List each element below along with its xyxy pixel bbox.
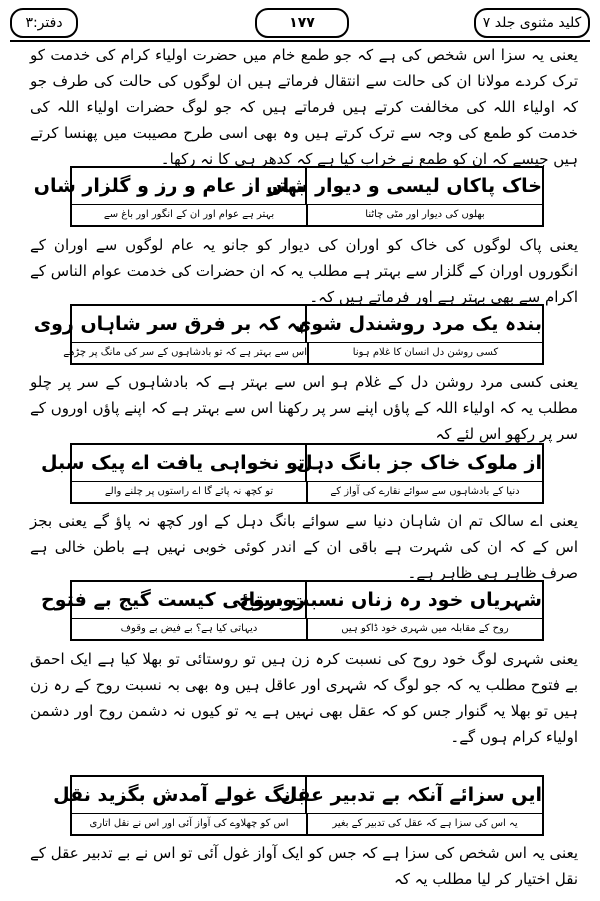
- page-header: [10, 4, 590, 38]
- verse-first-hemistich: بندہ یک مرد روشندل شوی: [305, 306, 542, 342]
- translation-second: بہتر ہے عوام اور ان کے انگور اور باغ سے: [103, 209, 275, 220]
- translation-second: اس سے بہتر ہے کہ تو بادشاہوں کے سر کی مانگ پر چڑھے: [63, 347, 307, 358]
- translation-first: روح کے مقابلہ میں شہری خود ڈاکو ہیں: [306, 619, 542, 639]
- verse-second-hemistich: تو نخواہی یافت اے پیک سبل: [41, 452, 305, 474]
- verse-second-hemistich: بانگ غولے آمدش بگزید نقل: [53, 784, 305, 806]
- paragraph-4: یعنی اے سالک تم ان شاہان دنیا سے سوائے بانگ دہل کے اور کچھ نہ پاؤ گے یعنی بجز اس کے کہ ان کی شہرت ہے باقی ان کے اندر کوئی خوبی نہیں ہے باطن خالی ہے صرف ظاہر ہی ظاہر ہے۔: [30, 512, 578, 582]
- paragraph-5: یعنی شہری لوگ خود روح کی نسبت کرہ زن ہیں تو روستائی تو بھلا کیا ہے ایک احمق بے فتوح مطلب یہ کہ جو لوگ کہ شہری اور عاقل ہیں وہ بھی بہ نسبت روح کے رہ زن ہیں تو بھلا یہ گنوار جس کو کہ عقل بھی نہیں ہے یہ تو کیوں نہ دشمن روح اور دشمن اولیاء کرام ہوں گے۔: [30, 650, 578, 746]
- verse-row: [41, 445, 542, 482]
- verse-second-hemistich: بہتر از عام و رز و گلزار شاں: [33, 175, 305, 197]
- translation-first: کسی روشن دل انسان کا غلام ہونا: [307, 343, 542, 363]
- translation-row: [63, 343, 542, 363]
- couplet-2: [33, 304, 544, 365]
- verse-first-hemistich: ایں سزائے آنکہ بے تدبیر عقل: [305, 777, 542, 813]
- translation-second: اس کو چھلاوے کی آواز آئی اور اس نے نقل اتاری: [89, 818, 289, 829]
- paragraph-6: یعنی یہ اس شخص کی سزا ہے کہ جس کو ایک آواز غول آئی تو اس نے بے تدبیر عقل کے نقل اختیار کر لیا مطلب یہ کہ: [30, 844, 578, 888]
- translation-row: [72, 619, 542, 639]
- translation-row: [72, 482, 542, 502]
- verse-row: [53, 777, 542, 814]
- verse-first-hemistich: شہریاں خود رہ زناں نسبت بروح: [305, 582, 542, 618]
- couplet-3: [41, 443, 544, 504]
- translation-row: [72, 205, 542, 225]
- paragraph-3: یعنی کسی مرد روشن دل کے غلام ہو اس سے بہتر ہے کہ بادشاہوں کے سر پر چلو مطلب یہ کہ اولیاء اللہ کے پاؤں اپنے سر پر رکھنا اس سے بہتر ہے کہ اپنے پاؤں اوروں کے سر پر رکھو اس لئے کہ: [30, 373, 578, 443]
- translation-first: یہ اس کی سزا ہے کہ عقل کی تدبیر کے بغیر: [306, 814, 542, 834]
- verse-row: [41, 582, 542, 619]
- translation-second: دیہاتی کیا ہے؟ بے فیض بے وقوف: [120, 623, 258, 634]
- translation-first: بھلوں کی دیوار اور مٹی چاٹنا: [306, 205, 542, 225]
- couplet-4: [41, 580, 544, 641]
- verse-row: [33, 168, 542, 205]
- verse-second-hemistich: بہ کہ بر فرق سر شاہاں روی: [33, 313, 305, 335]
- couplet-1: [33, 166, 544, 227]
- page-number: ۱۷۷: [255, 8, 349, 38]
- translation-first: دنیا کے بادشاہوں سے سوائے نقارے کی آواز کے: [306, 482, 542, 502]
- verse-first-hemistich: خاک پاکاں لیسی و دیوار شاں: [305, 168, 542, 204]
- verse-row: [33, 306, 542, 343]
- translation-second: تو کچھ نہ پائے گا اے راستوں پر چلنے والے: [104, 486, 274, 497]
- couplet-5: [53, 775, 544, 836]
- translation-row: [72, 814, 542, 834]
- volume-label: دفتر:۳: [10, 8, 78, 38]
- verse-first-hemistich: از ملوک خاک جز بانگ دہل: [305, 445, 542, 481]
- book-title: کلید مثنوی جلد ۷: [474, 8, 590, 38]
- paragraph-1: یعنی یہ سزا اس شخص کی ہے کہ جو طمع خام میں حضرت اولیاء کرام کی خدمت کو ترک کردے مولانا ان کی حالت سے انتقال فرماتے ہیں ان لوگوں کی حالت کی طرف جو کہ اولیاء اللہ کی مخالفت کرتے ہیں فرماتے ہیں کہ جو لوگ حضرات اولیاء اللہ کی خدمت کو طمع کی وجہ سے ترک کرتے ہیں وہ بھی اسی طرح مصیبت میں پھنسا کرتے ہیں جیسے کہ ان کو طمع نے خراب کیا ہے کہ کدھر ہی کا نہ رکھا۔: [30, 46, 578, 168]
- verse-second-hemistich: روستائی کیست گیج بے فتوح: [41, 589, 305, 611]
- paragraph-2: یعنی پاک لوگوں کی خاک کو اوران کی دیوار کو جانو یہ عام لوگوں سے اوران کے انگوروں اوران کے گلزار سے بہتر ہے مطلب یہ کہ ان حضرات کی خدمت عوام الناس کے اکرام سے بھی بہتر ہے اور فرماتے ہیں کہ۔: [30, 236, 578, 306]
